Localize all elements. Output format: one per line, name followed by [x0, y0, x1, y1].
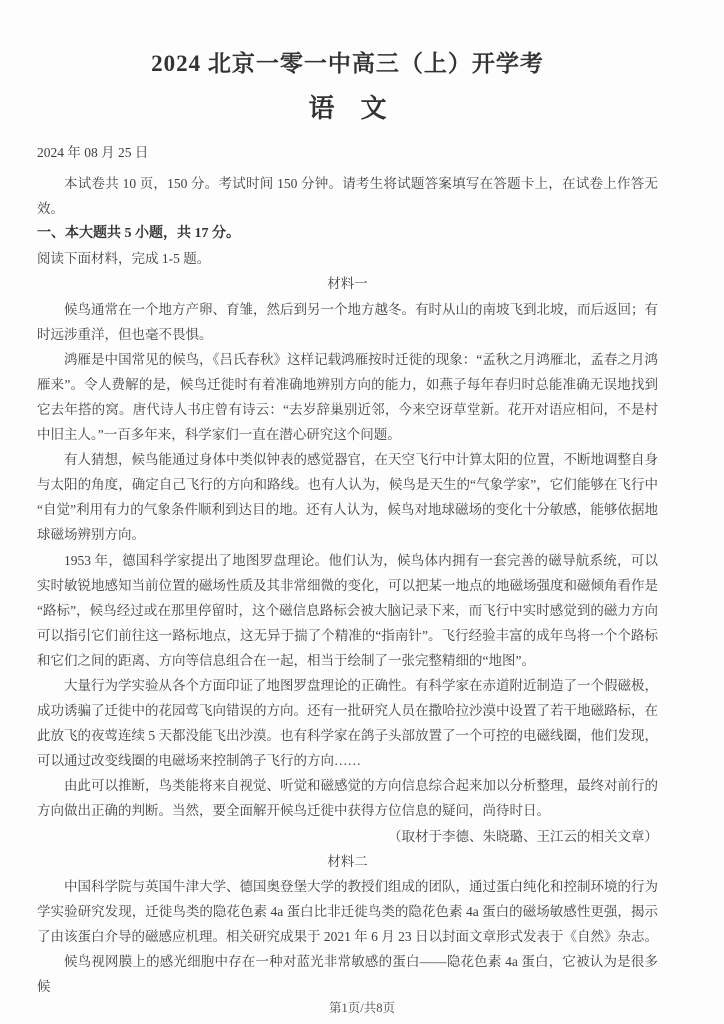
section-one-heading: 一、本大题共 5 小题，共 17 分。 — [37, 226, 240, 242]
material-two-paragraph-2: 候鸟视网膜上的感光细胞中存在一种对蓝光非常敏感的蛋白——隐花色素 4a 蛋白，它被认为是很多候 — [37, 954, 658, 995]
material-one-paragraph-6: 由此可以推断，鸟类能将来自视觉、听觉和磁感觉的方向信息综合起来加以分析整理，最终对前行的方向做出正确的判断。当然，要全面解开候鸟迁徙中获得方位信息的疑问，尚待时日。 — [37, 778, 658, 819]
material-one-paragraph-1: 候鸟通常在一个地方产卵、育雏，然后到另一个地方越冬。有时从山的南坡飞到北坡，而后返回；有时远涉重洋，但也毫不畏惧。 — [37, 301, 658, 342]
exam-subject: 语 文 — [308, 94, 387, 123]
exam-instructions: 本试卷共 10 页，150 分。考试时间 150 分钟。请考生将试题答案填写在答题卡上，在试卷上作答无效。 — [37, 176, 658, 217]
material-two-heading: 材料二 — [327, 853, 368, 869]
material-one-paragraph-5: 大量行为学实验从各个方面印证了地图罗盘理论的正确性。有科学家在赤道附近制造了一个假磁极，成功诱骗了迁徙中的花园莺飞向错误的方向。还有一批研究人员在撒哈拉沙漠中设置了若干地磁路标，在此放飞的夜莺连续 5 天都没能飞出沙漠。也有科学家在鸽子头部放置了一个可控的电磁线圈，他们发现，可以通过改变线圈的电磁场来控制鸽子飞行的方向…… — [37, 677, 658, 769]
material-one-paragraph-3: 有人猜想，候鸟能通过身体中类似钟表的感觉器官，在天空飞行中计算太阳的位置，不断地调整自身与太阳的角度，确定自己飞行的方向和路线。也有人认为，候鸟是天生的“气象学家”，它们能够在飞行中“自觉”利用有力的气象条件顺利到达目的地。还有人认为，候鸟对地球磁场的变化十分敏感，能够依据地球磁场辨别方向。 — [37, 452, 658, 543]
material-one-heading: 材料一 — [327, 276, 368, 292]
exam-title: 2024 北京一零一中高三（上）开学考 — [151, 51, 544, 76]
material-two-paragraph-1: 中国科学院与英国牛津大学、德国奥登堡大学的教授们组成的团队，通过蛋白纯化和控制环境的行为学实验研究发现，迁徙鸟类的隐花色素 4a 蛋白比非迁徙鸟类的隐花色素 4a 蛋白的磁场敏感性更强，揭示了由该蛋白介导的磁感应机理。相关研究成果于 2021 年 6 月 23 日以封面文章形式发表于《自然》杂志。 — [37, 878, 658, 944]
page-number-footer: 第1页/共8页 — [329, 1001, 395, 1015]
exam-date: 2024 年 08 月 25 日 — [37, 145, 149, 160]
material-one-attribution: （取材于李德、朱晓璐、王江云的相关文章） — [388, 828, 658, 844]
material-one-paragraph-2: 鸿雁是中国常见的候鸟，《吕氏春秋》这样记载鸿雁按时迁徙的现象：“孟秋之月鸿雁北，孟春之月鸿雁来”。令人费解的是，候鸟迁徙时有着准确地辨别方向的能力，如燕子每年春归时总能准确无误地找到它去年搭的窝。唐代诗人书庄曾有诗云：“去岁辞巢别近邻，今来空讶草堂新。花开对语应相问，不是村中旧主人。”一百多年来，科学家们一直在潜心研究这个问题。 — [37, 351, 658, 443]
material-one-paragraph-4: 1953 年，德国科学家提出了地图罗盘理论。他们认为，候鸟体内拥有一套完善的磁导航系统，可以实时敏锐地感知当前位置的磁场性质及其非常细微的变化，可以把某一地点的地磁场强度和磁倾角看作是“路标”，候鸟经过或在那里停留时，这个磁信息路标会被大脑记录下来，而飞行中实时感觉到的磁力方向可以指引它们前往这一路标地点，这无异于揣了个精准的“指南针”。飞行经验丰富的成年鸟将一个个路标和它们之间的距离、方向等信息组合在一起，相当于绘制了一张完整精细的“地图”。 — [37, 552, 658, 668]
reading-instruction: 阅读下面材料，完成 1-5 题。 — [37, 251, 211, 267]
